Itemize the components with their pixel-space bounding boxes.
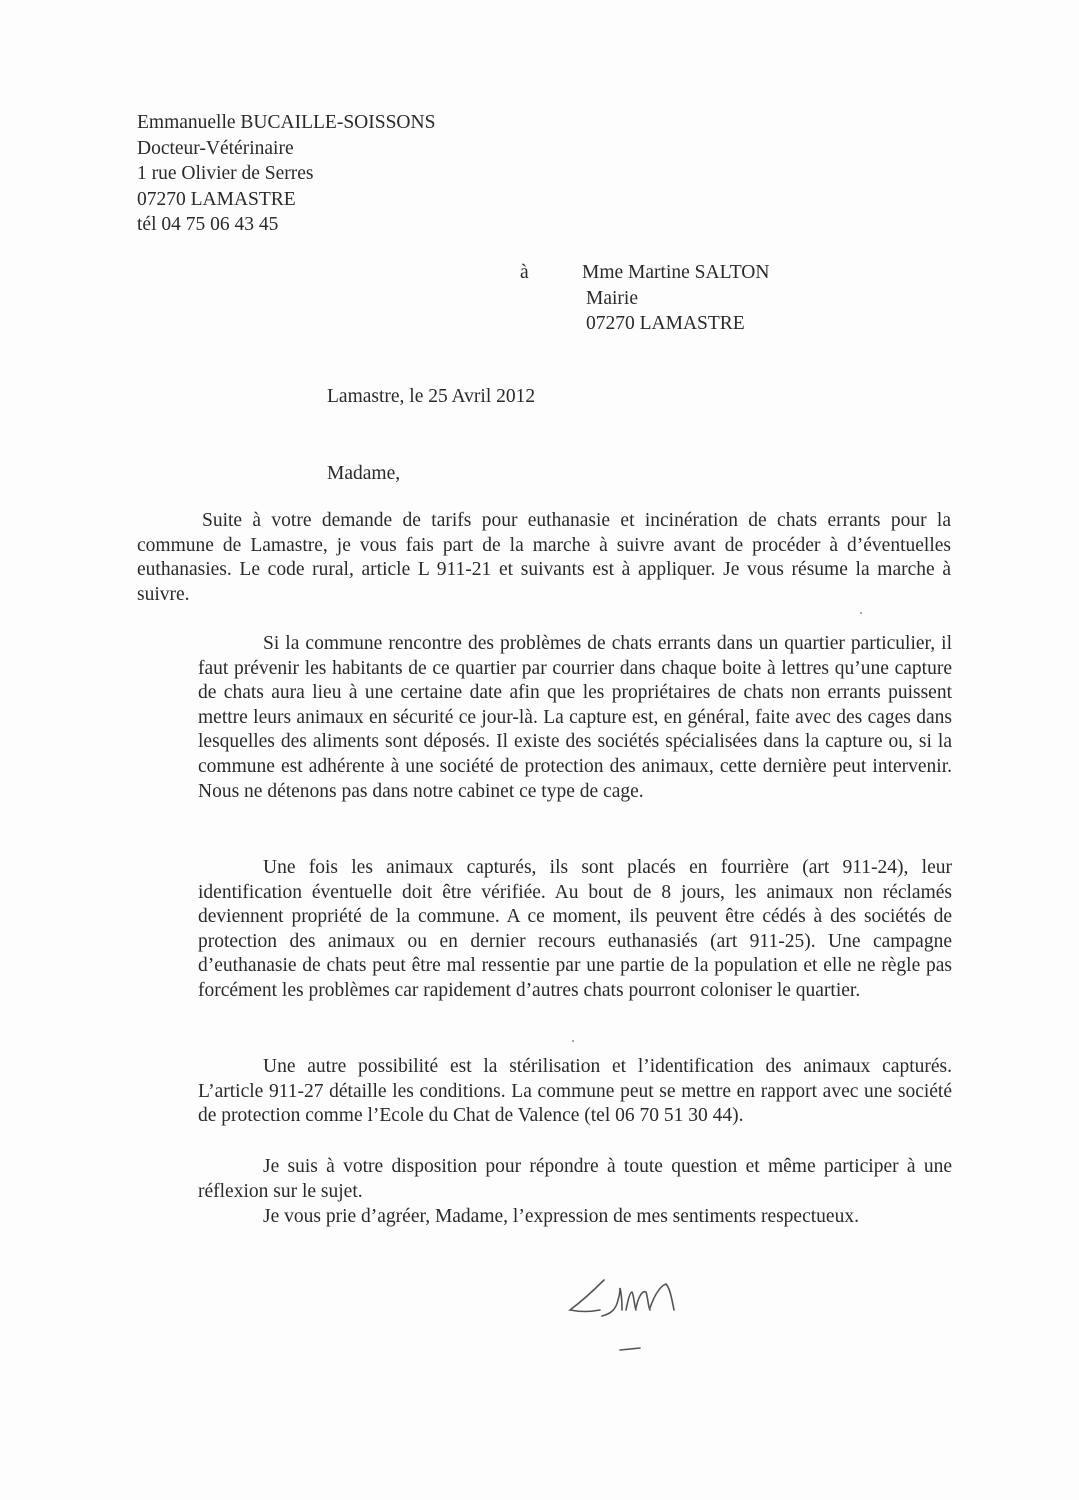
- recipient-name: Mme Martine SALTON: [582, 262, 770, 283]
- closing-formula: Je vous prie d’agréer, Madame, l’expression de mes sentiments respectueux.: [263, 1206, 859, 1227]
- paragraph-capture: Si la commune rencontre des problèmes de chats errants dans un quartier particulier, il faut prévenir les habitants de ce quartier par courrier dans chaque boite à lettres qu’une capture de chats aura lieu à une certaine date afin que les propriétaires de chats non errants puissent mettre leurs animaux en sécurité ce jour-là. La capture est, en général, faite avec des cages dans lesquelles des aliments sont déposés. Il existe des sociétés spécialisées dans la capture ou, si la commune est adhérente à une société de protection des animaux, cette dernière peut intervenir. Nous ne détenons pas dans notre cabinet ce type de cage.: [198, 633, 952, 802]
- recipient-block: [582, 260, 769, 337]
- recipient-org: Mairie: [586, 287, 638, 309]
- paper-speck: [860, 612, 862, 614]
- sender-city: 07270 LAMASTRE: [137, 188, 296, 210]
- handwritten-signature-icon: [560, 1270, 700, 1370]
- paragraph-fourriere: Une fois les animaux capturés, ils sont placés en fourrière (art 911-24), leur identification éventuelle doit être vérifiée. Au bout de 8 jours, les animaux non réclamés deviennent propriété de la commune. A ce moment, ils peuvent être cédés à des sociétés de protection des animaux ou en dernier recours euthanasiés (art 911-25). Une campagne d’euthanasie de chats peut être mal ressentie par une partie de la population et elle ne règle pas forcément les problèmes car rapidement d’autres chats pourront coloniser le quartier.: [198, 857, 952, 1001]
- date-line: Lamastre, le 25 Avril 2012: [327, 386, 536, 407]
- sender-phone: tél 04 75 06 43 45: [137, 214, 279, 235]
- sender-name: Emmanuelle BUCAILLE-SOISSONS: [137, 112, 436, 133]
- recipient-city: 07270 LAMASTRE: [586, 313, 745, 334]
- sender-street: 1 rue Olivier de Serres: [137, 163, 314, 184]
- paragraph-availability: Je suis à votre disposition pour répondre à toute question et même participer à une réflexion sur le sujet.: [198, 1156, 952, 1202]
- paragraph-sterilisation: Une autre possibilité est la stérilisation et l’identification des animaux capturés. L’article 911-27 détaille les conditions. La commune peut se mettre en rapport avec une société de protection comme l’Ecole du Chat de Valence (tel 06 70 51 30 44).: [198, 1056, 952, 1127]
- sender-block: [137, 110, 435, 238]
- paragraph-request: Suite à votre demande de tarifs pour euthanasie et incinération de chats errants pour la commune de Lamastre, je vous fais part de la marche à suivre avant de procéder à d’éventuelles euthanasies. Le code rural, article L 911-21 et suivants est à appliquer. Je vous résume la marche à suivre.: [137, 510, 951, 605]
- salutation: Madame,: [327, 463, 401, 484]
- recipient-prefix: à: [520, 262, 529, 283]
- sender-title: Docteur-Vétérinaire: [137, 137, 294, 159]
- paper-speck: [572, 1040, 574, 1042]
